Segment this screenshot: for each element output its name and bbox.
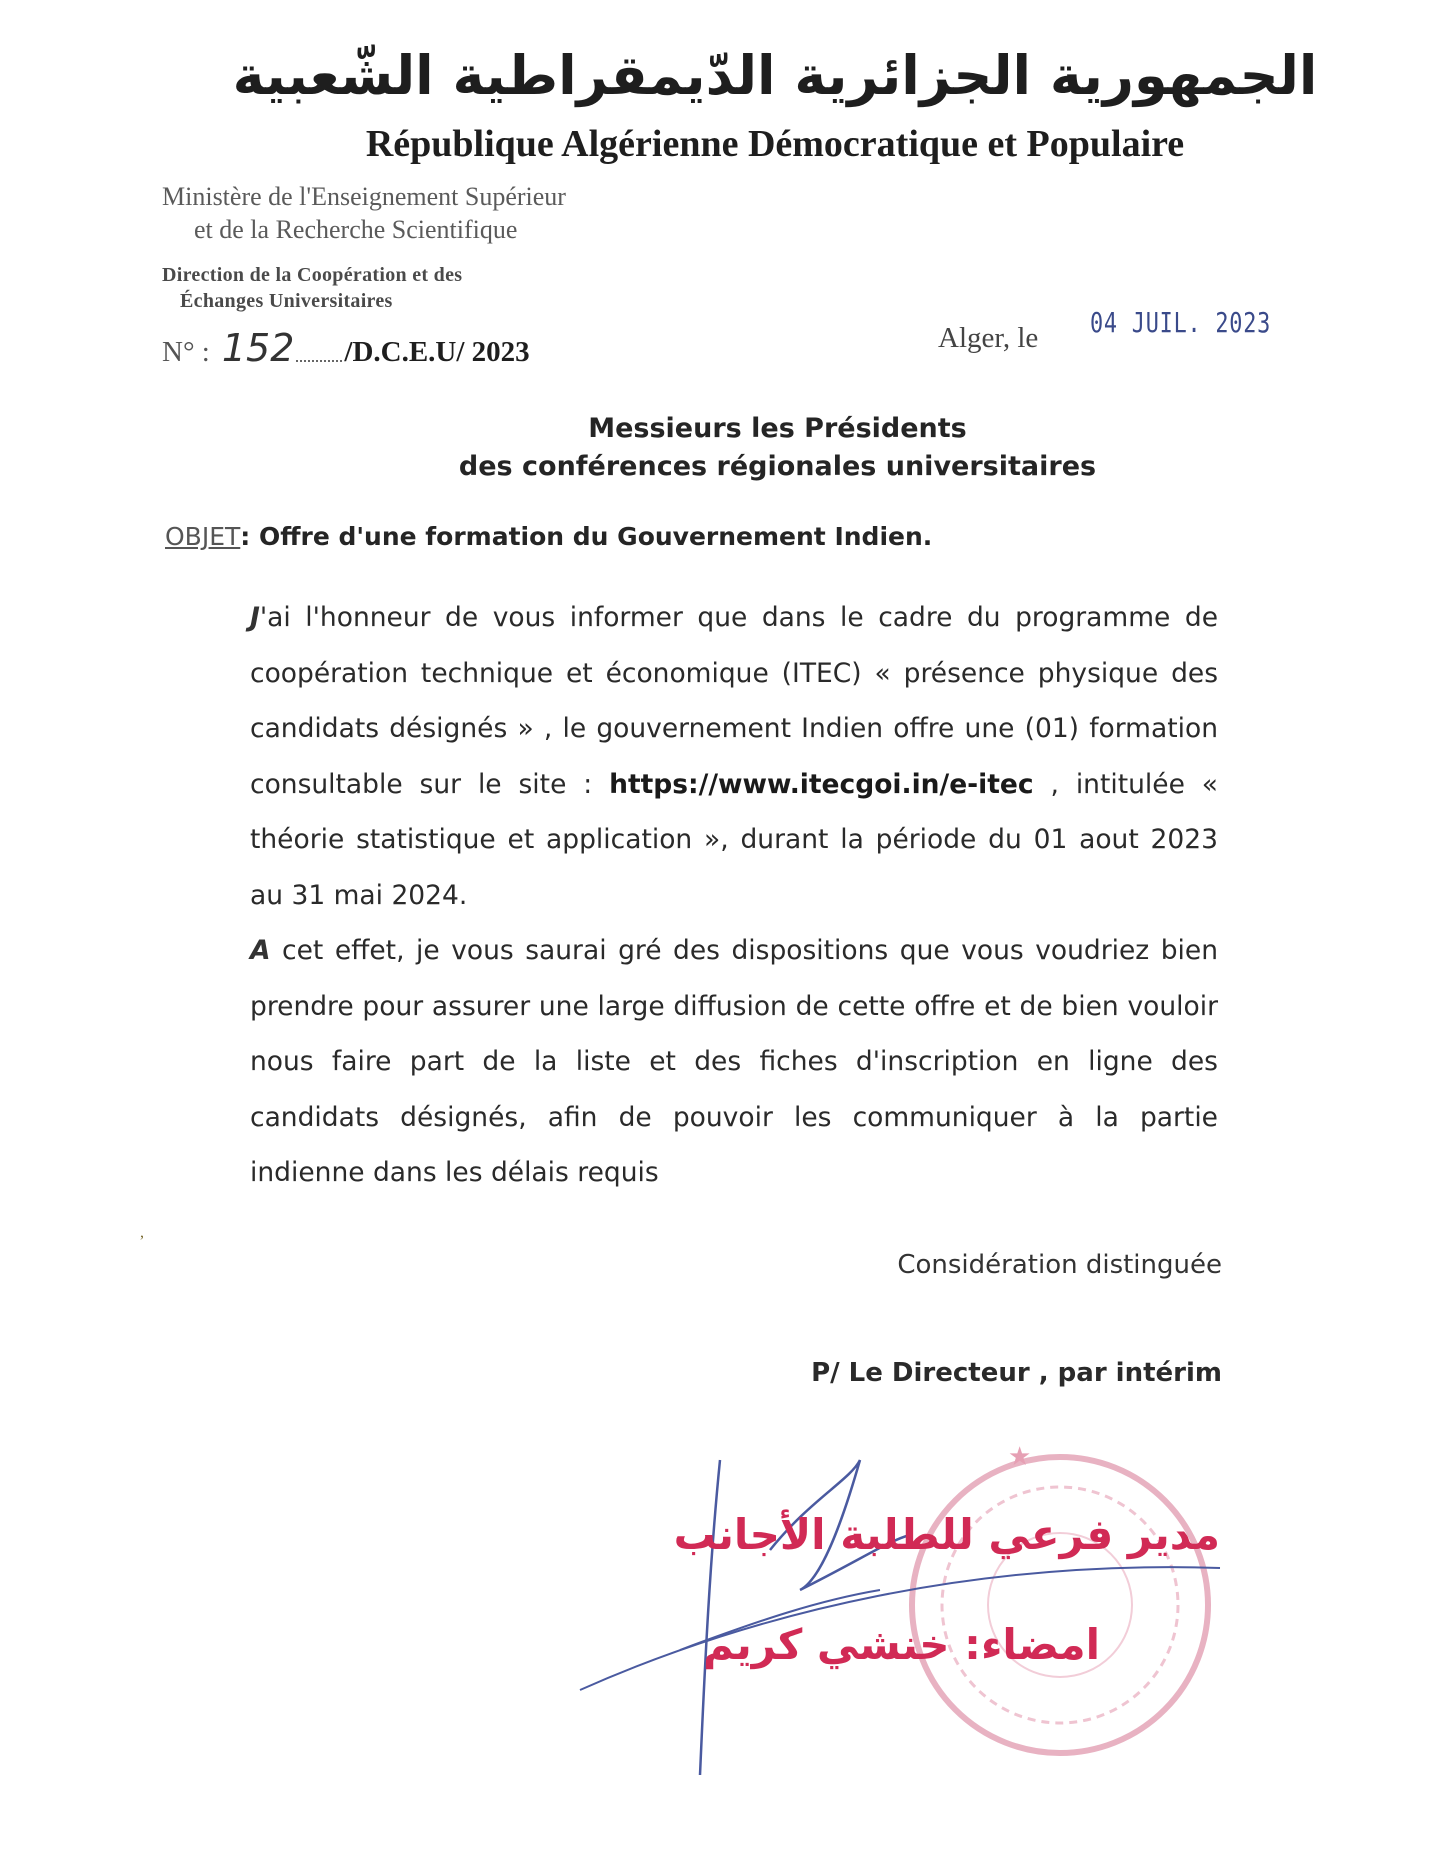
reference-number [162, 326, 530, 370]
handwritten-reference-number: 152 [221, 326, 295, 370]
letter-body [250, 590, 1218, 1201]
subject-text: : Offre d'une formation du Gouvernement Indien. [240, 522, 933, 551]
signer-title: P/ Le Directeur , par intérim [811, 1358, 1222, 1388]
reference-label: N° : [162, 336, 210, 368]
direction-line: Direction de la Coopération et des [162, 264, 463, 286]
dotted-line [296, 360, 342, 362]
direction-block [162, 262, 462, 314]
date-label: Alger, le [938, 322, 1039, 354]
ministry-line: Ministère de l'Enseignement Supérieur [162, 182, 566, 211]
recipient-block [0, 410, 1440, 486]
subject-key: OBJET [165, 522, 241, 551]
paragraph-text: 'ai l'honneur de vous informer que dans le cadre du programme de coopération technique et économique (ITEC) « présence physique des candidats désignés » , le gouvernement Indien offre une (01) formation consultable sur le site : [250, 602, 1218, 800]
ministry-line: et de la Recherche Scientifique [194, 215, 518, 244]
body-paragraph [250, 590, 1218, 923]
recipient-line: des conférences régionales universitaires [458, 451, 1097, 482]
paragraph-lead-letter: A [250, 935, 271, 966]
paragraph-lead-letter: J [250, 602, 260, 633]
signatory-title-stamp: مدير فرعي للطلبة الأجانب [673, 1510, 1220, 1559]
date-stamp: 04 JUIL. 2023 [1090, 306, 1272, 339]
seal-star: ★ [1008, 1442, 1032, 1472]
ministry-block [162, 180, 566, 246]
recipient-line: Messieurs les Présidents [588, 413, 967, 444]
closing-formula: Considération distinguée [897, 1250, 1222, 1280]
body-paragraph [250, 923, 1218, 1201]
arabic-header-title: الجمهورية الجزائرية الدّيمقراطية الشّعبية [232, 44, 1318, 107]
signatory-name-stamp: امضاء: خنشي كريم [703, 1620, 1100, 1669]
subject-line [165, 522, 932, 551]
scan-mark: , [140, 1224, 144, 1241]
direction-line: Échanges Universitaires [180, 290, 393, 312]
french-header-title: République Algérienne Démocratique et Populaire [365, 123, 1185, 165]
reference-code: /D.C.E.U/ 2023 [344, 336, 530, 368]
itec-url: https://www.itecgoi.in/e-itec [609, 768, 1034, 800]
paragraph-text: cet effet, je vous saurai gré des dispositions que vous voudriez bien prendre pour assurer une large diffusion de cette offre et de bien vouloir nous faire part de la liste et des fiches d'inscription en ligne des candidats désignés, afin de pouvoir les communiquer à la partie indienne dans les délais requis [250, 935, 1218, 1188]
paragraph-text: , intitulée « théorie statistique et application », durant la période du 01 aout 2023 au 31 mai 2024. [250, 768, 1218, 911]
signature-stroke [700, 1460, 720, 1775]
